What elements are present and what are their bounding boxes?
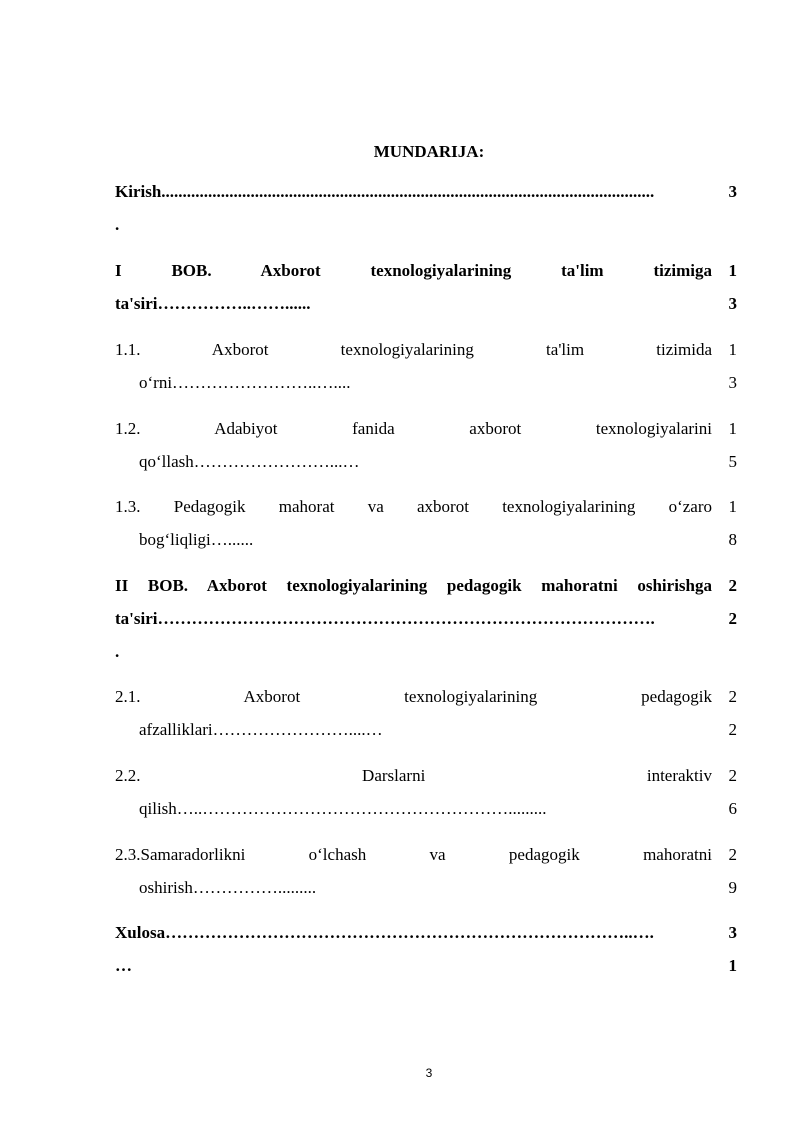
toc-entry-page: 1 (728, 497, 737, 516)
toc-entry-1-1 (115, 340, 737, 406)
toc-entry-text: Xulosa………………………………………………………………………..…. (115, 923, 654, 942)
toc-entry-text: 2.1. Axborot texnologiyalarining pedagogik (115, 687, 712, 706)
toc-entry-2-1 (115, 687, 737, 753)
toc-entry-page-continued: 6 (728, 799, 737, 818)
toc-entry-page: 3 (728, 923, 737, 942)
toc-entry-page: 2 (728, 576, 737, 595)
toc-entry-text-continued: ta'siri……………..……...... (115, 294, 311, 313)
toc-entry-text: 1.3. Pedagogik mahorat va axborot texnologiyalarining o‘zaro (115, 497, 712, 516)
toc-entry-page: 1 (728, 340, 737, 359)
toc-entry-page-continued: 8 (728, 530, 737, 549)
toc-entry-text: 1.2. Adabiyot fanida axborot texnologiyalarini (115, 419, 712, 438)
toc-entry-page: 3 (728, 182, 737, 201)
toc-entry-kirish (115, 182, 737, 248)
toc-entry-1-3 (115, 497, 737, 563)
toc-entry-text-continued: oshirish……………......... (139, 878, 317, 897)
toc-entry-text-continued: o‘rni……………………..….... (139, 373, 351, 392)
toc-entry-page-continued: 1 (728, 956, 737, 975)
toc-entry-page-continued: 2 (728, 609, 737, 628)
toc-entry-page: 1 (728, 419, 737, 438)
toc-entry-text-continued: ta'siri……………………………………………………………………………. (115, 609, 655, 628)
toc-entry-page-continued: 2 (728, 720, 737, 739)
toc-entry-page: 2 (728, 766, 737, 785)
toc-entry-text: 2.2. Darslarni interaktiv (115, 766, 712, 785)
toc-entry-xulosa (115, 923, 737, 989)
toc-entry-text-continued: … (115, 956, 132, 975)
toc-entry-chapter-2 (115, 576, 737, 675)
toc-entry-text-continued: afzalliklari……………………....… (139, 720, 383, 739)
toc-entry-text: I BOB. Axborot texnologiyalarining ta'lim tizimiga (115, 261, 712, 280)
toc-entry-page: 2 (728, 687, 737, 706)
toc-entry-text: Kirish.................................................................................................................... (115, 182, 655, 201)
toc-entry-chapter-1 (115, 261, 737, 327)
toc-entry-text-continued: . (115, 642, 120, 661)
toc-entry-1-2 (115, 419, 737, 485)
toc-entry-text-continued: . (115, 215, 120, 234)
toc-entry-text: 2.3.Samaradorlikni o‘lchash va pedagogik mahoratni (115, 845, 712, 864)
page-number: 3 (425, 1066, 433, 1080)
toc-entry-text-continued: bog‘liqligi…...... (139, 530, 254, 549)
toc-title: MUNDARIJA: (373, 142, 485, 161)
toc-entry-page-continued: 9 (728, 878, 737, 897)
toc-entry-2-3 (115, 845, 737, 911)
toc-entry-page: 1 (728, 261, 737, 280)
toc-entry-page-continued: 3 (728, 373, 737, 392)
toc-entry-text: II BOB. Axborot texnologiyalarining pedagogik mahoratni oshirishga (115, 576, 712, 595)
toc-entry-page-continued: 3 (728, 294, 737, 313)
toc-entry-page-continued: 5 (728, 452, 737, 471)
toc-entry-text-continued: qilish…..………………………………………………......... (139, 799, 547, 818)
toc-entry-page: 2 (728, 845, 737, 864)
toc-entry-2-2 (115, 766, 737, 832)
toc-entry-text: 1.1. Axborot texnologiyalarining ta'lim tizimida (115, 340, 712, 359)
toc-entry-text-continued: qo‘llash……………………...… (139, 452, 360, 471)
